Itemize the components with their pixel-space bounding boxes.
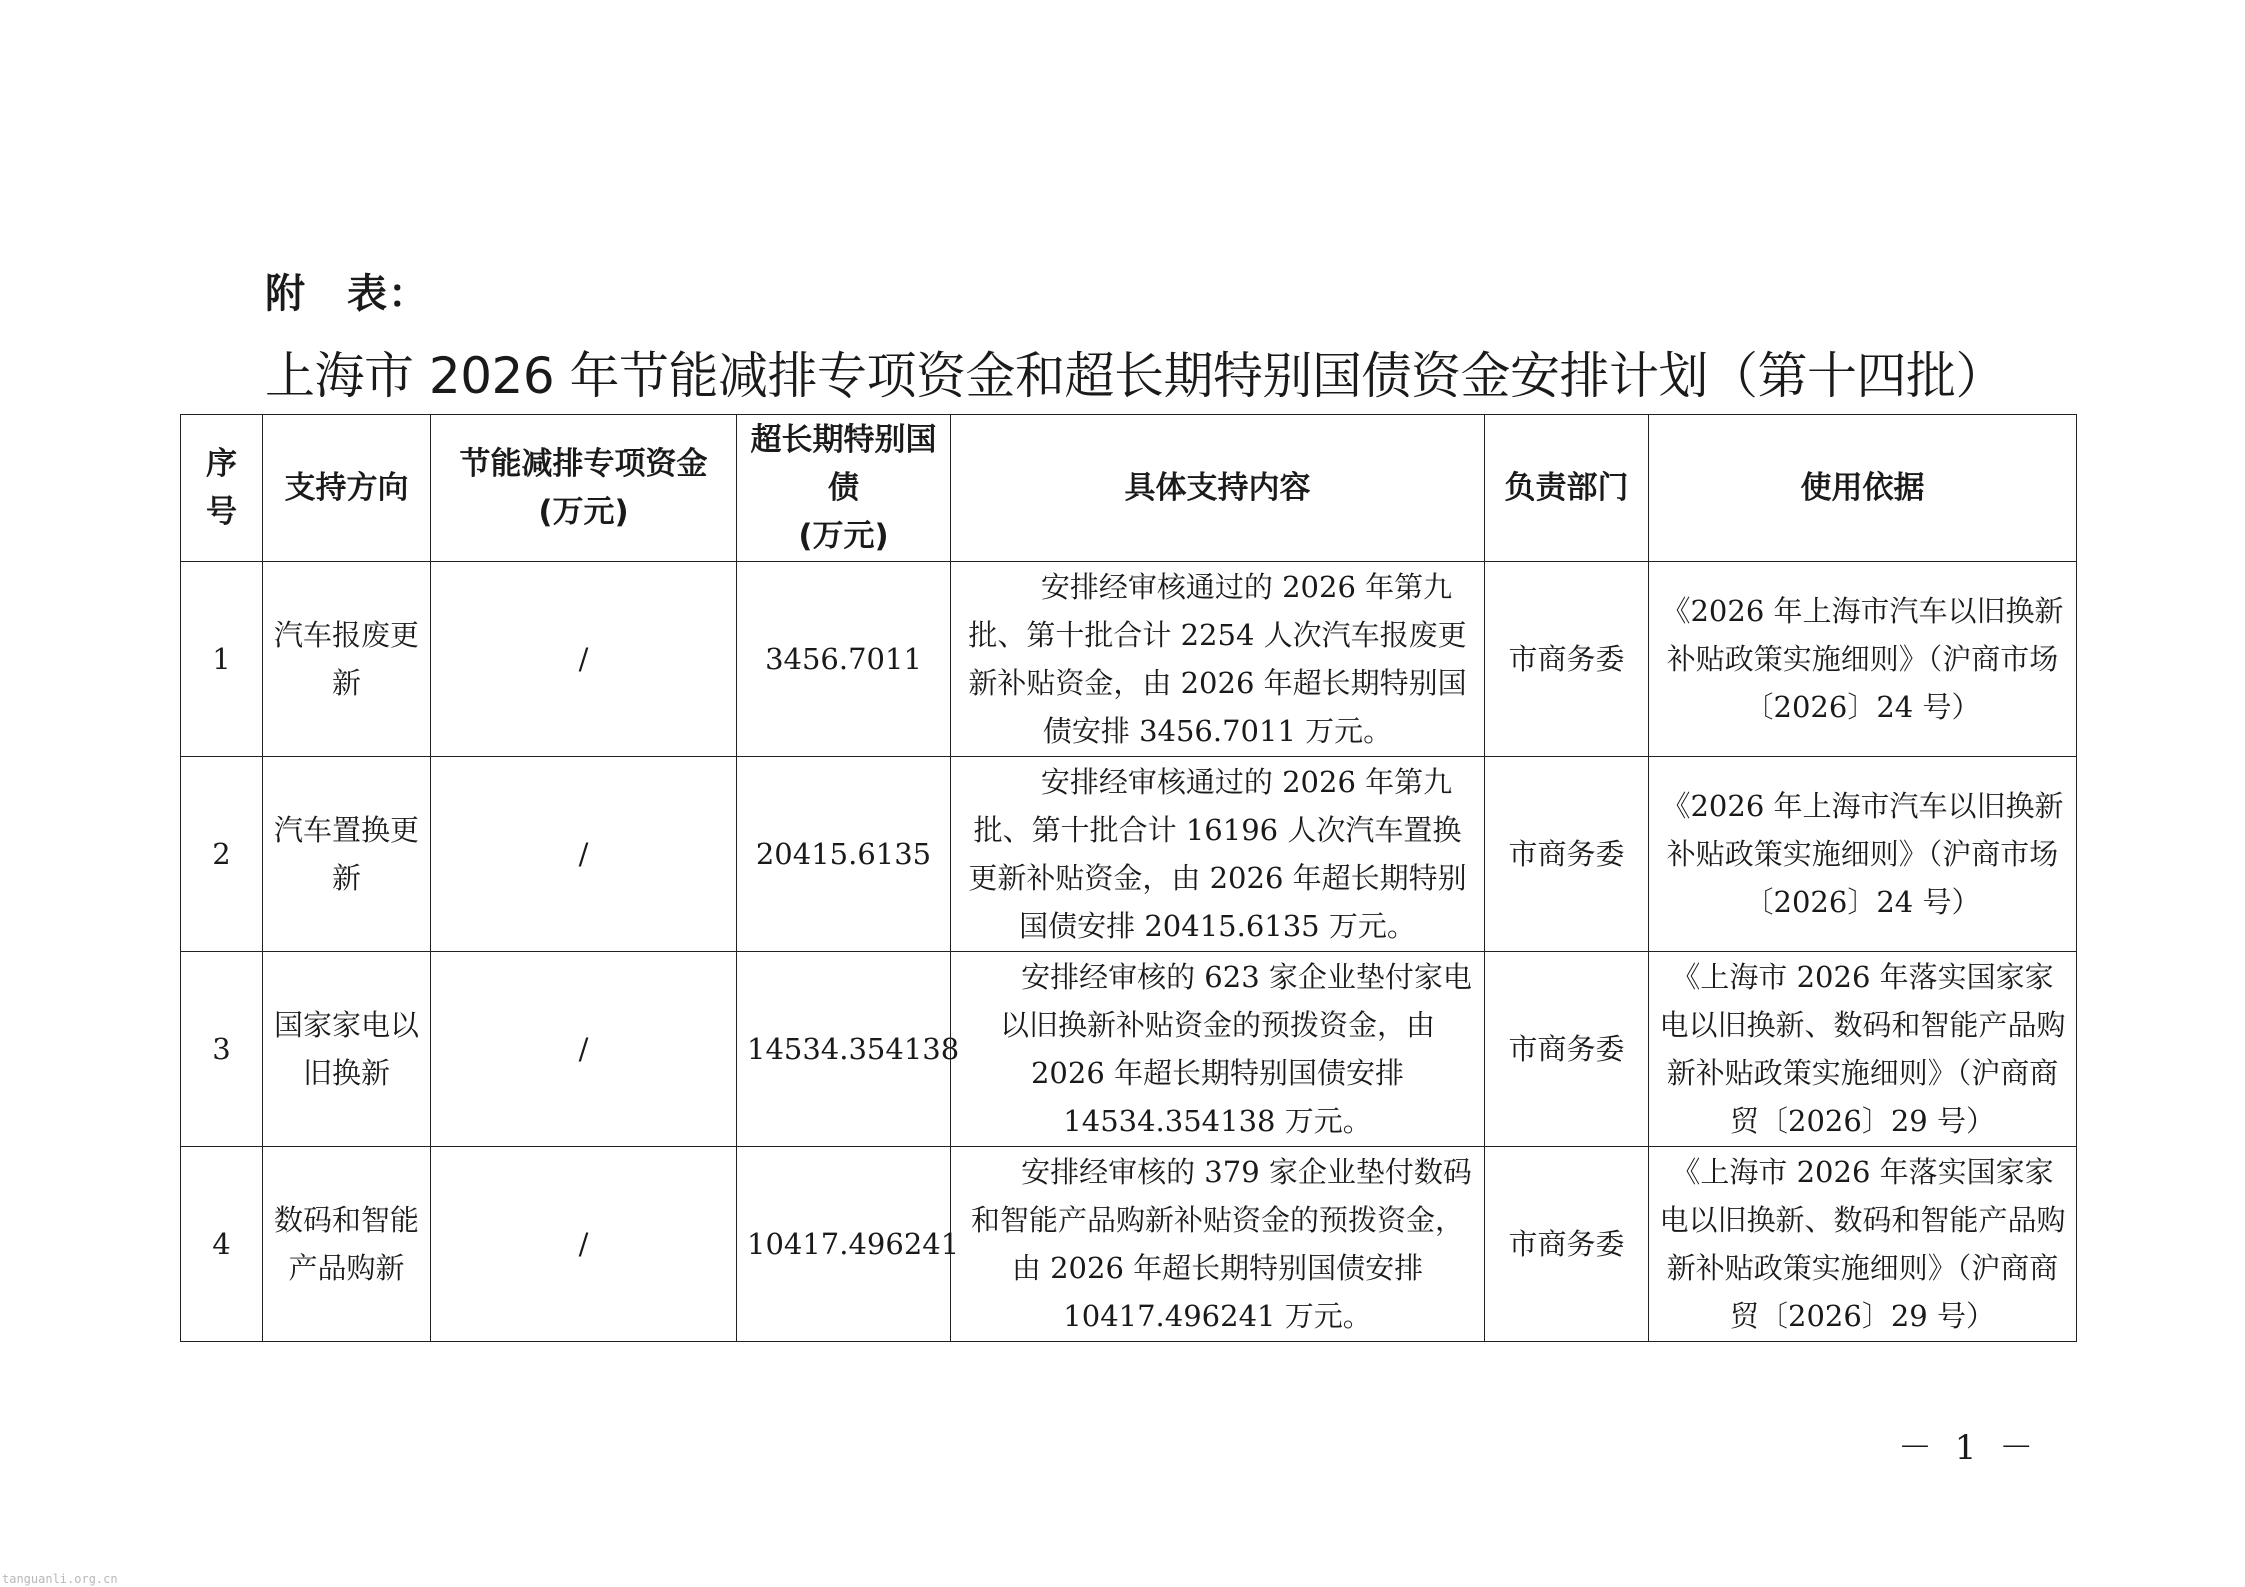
cell-direction: 数码和智能产品购新 (263, 1147, 431, 1342)
cell-bond: 3456.7011 (737, 562, 951, 757)
cell-bond: 10417.496241 (737, 1147, 951, 1342)
cell-seq: 1 (181, 562, 263, 757)
cell-fund: / (431, 757, 737, 952)
cell-content-text: 安排经审核的 623 家企业垫付家电以旧换新补贴资金的预拨资金，由 2026 年超长期特别国债安排 14534.354138 万元。 (999, 960, 1472, 1138)
header-dept: 负责部门 (1485, 415, 1649, 562)
cell-content (951, 757, 1485, 952)
cell-bond: 14534.354138 (737, 952, 951, 1147)
cell-dept: 市商务委 (1485, 562, 1649, 757)
table-row (181, 1147, 2077, 1342)
cell-dept: 市商务委 (1485, 757, 1649, 952)
cell-direction: 汽车报废更新 (263, 562, 431, 757)
table-header-row (181, 415, 2077, 562)
header-fund-line1: 节能减排专项资金 (459, 446, 708, 482)
cell-seq: 4 (181, 1147, 263, 1342)
funding-plan-table (180, 414, 2077, 1342)
cell-content (951, 562, 1485, 757)
cell-fund: / (431, 1147, 737, 1342)
header-seq: 序号 (181, 415, 263, 562)
header-fund-line2: (万元) (538, 494, 629, 530)
attachment-label: 附 表： (265, 271, 429, 317)
header-bond (737, 415, 951, 562)
cell-content-text: 安排经审核通过的 2026 年第九批、第十批合计 2254 人次汽车报废更新补贴资金，由 2026 年超长期特别国债安排 3456.7011 万元。 (968, 570, 1467, 748)
cell-basis: 《2026 年上海市汽车以旧换新补贴政策实施细则》（沪商市场〔2026〕24 号） (1649, 562, 2077, 757)
header-fund (431, 415, 737, 562)
header-bond-line2: (万元) (798, 518, 889, 554)
table-row (181, 952, 2077, 1147)
cell-seq: 3 (181, 952, 263, 1147)
header-bond-line1: 超长期特别国债 (750, 422, 937, 506)
document-title: 上海市 2026 年节能减排专项资金和超长期特别国债资金安排计划（第十四批） (265, 347, 2006, 405)
cell-fund: / (431, 952, 737, 1147)
cell-basis: 《上海市 2026 年落实国家家电以旧换新、数码和智能产品购新补贴政策实施细则》（沪商商贸〔2026〕29 号） (1649, 1147, 2077, 1342)
cell-dept: 市商务委 (1485, 1147, 1649, 1342)
cell-bond: 20415.6135 (737, 757, 951, 952)
cell-content (951, 952, 1485, 1147)
header-direction: 支持方向 (263, 415, 431, 562)
cell-direction: 国家家电以旧换新 (263, 952, 431, 1147)
cell-basis: 《2026 年上海市汽车以旧换新补贴政策实施细则》（沪商市场〔2026〕24 号） (1649, 757, 2077, 952)
cell-content-text: 安排经审核通过的 2026 年第九批、第十批合计 16196 人次汽车置换更新补贴资金，由 2026 年超长期特别国债安排 20415.6135 万元。 (968, 765, 1467, 943)
table-row (181, 562, 2077, 757)
cell-content-text: 安排经审核的 379 家企业垫付数码和智能产品购新补贴资金的预拨资金，由 2026 年超长期特别国债安排 10417.496241 万元。 (970, 1155, 1472, 1333)
page-number: － 1 － (1898, 1428, 2040, 1468)
header-content: 具体支持内容 (951, 415, 1485, 562)
watermark: tanguanli.org.cn (2, 1572, 118, 1586)
cell-content (951, 1147, 1485, 1342)
cell-seq: 2 (181, 757, 263, 952)
cell-basis: 《上海市 2026 年落实国家家电以旧换新、数码和智能产品购新补贴政策实施细则》（沪商商贸〔2026〕29 号） (1649, 952, 2077, 1147)
header-basis: 使用依据 (1649, 415, 2077, 562)
cell-dept: 市商务委 (1485, 952, 1649, 1147)
table-row (181, 757, 2077, 952)
cell-direction: 汽车置换更新 (263, 757, 431, 952)
cell-fund: / (431, 562, 737, 757)
